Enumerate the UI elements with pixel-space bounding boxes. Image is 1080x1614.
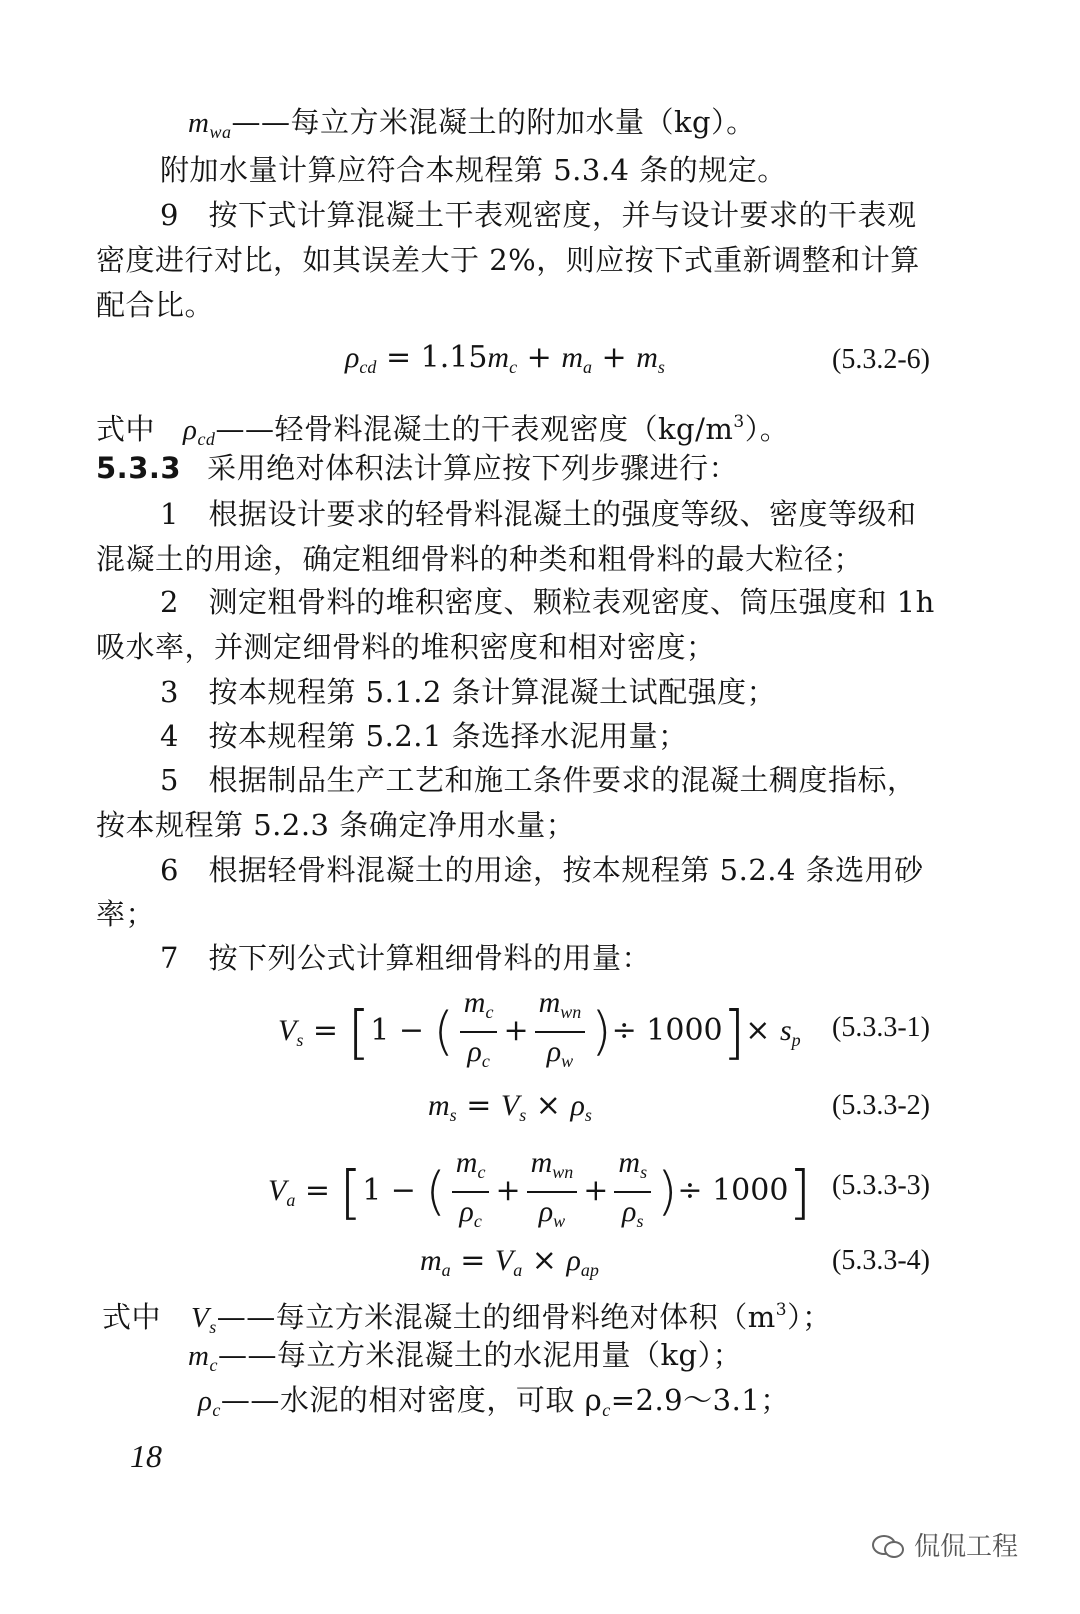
definition-rho-cd: 式中 $\rho_{cd}——$轻骨料混凝土的干表观密度$(kg/m^3)$。 — [96, 412, 790, 449]
equation-number: (5.3.3-3) — [832, 1170, 930, 1201]
equation-5-3-3-3: $V_a = [1$ − ( $\frac{m_c}{\rho_c}$ + $\frac{m_{wn}}{\rho_w}$ + $\frac{m_s}{\rho_s}$ )÷ 1000] — [268, 1146, 812, 1231]
equation-5-3-3-1: $V_s = [1$ − ( $\frac{m_c}{\rho_c}$ + $\frac{m_{wn}}{\rho_w}$ )÷ $1000]\times s_p$ — [278, 986, 801, 1071]
definition-rho-c: $\rho_c——$水泥的相对密度，可取 $\rho_c=2.9\sim 3.1$； — [198, 1383, 790, 1420]
page-number: 18 — [130, 1438, 162, 1474]
equation-number: (5.3.3-1) — [832, 1012, 930, 1043]
definition-mc: $m_c——$每立方米混凝土的水泥用量（kg）； — [188, 1338, 743, 1375]
section-5-3-3: 5.3.3 采用绝对体积法计算应按下列步骤进行： — [96, 451, 739, 485]
paragraph-line: 混凝土的用途，确定粗细骨料的种类和粗骨料的最大粒径； — [96, 542, 864, 576]
equation-number: (5.3.3-4) — [832, 1245, 930, 1276]
equation-5-3-3-4: $m_a = V_a \times \rho_{ap}$ — [420, 1243, 599, 1280]
paragraph-line: 密度进行对比，如其误差大于 2%，则应按下式重新调整和计算 — [96, 243, 920, 277]
list-item: 6 根据轻骨料混凝土的用途，按本规程第 5.2.4 条选用砂 — [160, 853, 924, 887]
paragraph-line: 配合比。 — [96, 288, 215, 322]
definition-vs: 式中 $V_s——$每立方米混凝土的细骨料绝对体积$(m^3)$； — [102, 1300, 832, 1337]
list-item: 4 按本规程第 5.2.1 条选择水泥用量； — [160, 719, 688, 753]
wechat-icon — [872, 1533, 906, 1557]
equation-5-3-2-6: $\rho_{cd} = 1.15m_c + m_a + m_s$ — [345, 340, 665, 377]
paragraph-line: 吸水率，并测定细骨料的堆积密度和相对密度； — [96, 630, 716, 664]
equation-5-3-3-2: $m_s = V_s \times \rho_s$ — [428, 1088, 592, 1125]
watermark — [872, 1526, 1018, 1563]
equation-number: (5.3.2-6) — [832, 344, 930, 375]
list-item: 5 根据制品生产工艺和施工条件要求的混凝土稠度指标， — [160, 763, 917, 797]
list-item: 2 测定粗骨料的堆积密度、颗粒表观密度、筒压强度和 1h — [160, 585, 935, 619]
paragraph-line: 按本规程第 5.2.3 条确定净用水量； — [96, 808, 576, 842]
definition-mwa: $m_{wa}——$每立方米混凝土的附加水量（kg）。 — [188, 105, 756, 142]
list-item: 7 按下列公式计算粗细骨料的用量： — [160, 941, 651, 975]
paragraph-line: 附加水量计算应符合本规程第 5.3.4 条的规定。 — [160, 153, 787, 187]
list-item: 1 根据设计要求的轻骨料混凝土的强度等级、密度等级和 — [160, 497, 917, 531]
equation-number: (5.3.3-2) — [832, 1090, 930, 1121]
watermark-text: 侃侃工程 — [913, 1532, 1018, 1562]
paragraph-line: 9 按下式计算混凝土干表观密度，并与设计要求的干表观 — [160, 198, 917, 232]
paragraph-line: 率； — [96, 897, 156, 931]
list-item: 3 按本规程第 5.1.2 条计算混凝土试配强度； — [160, 675, 777, 709]
